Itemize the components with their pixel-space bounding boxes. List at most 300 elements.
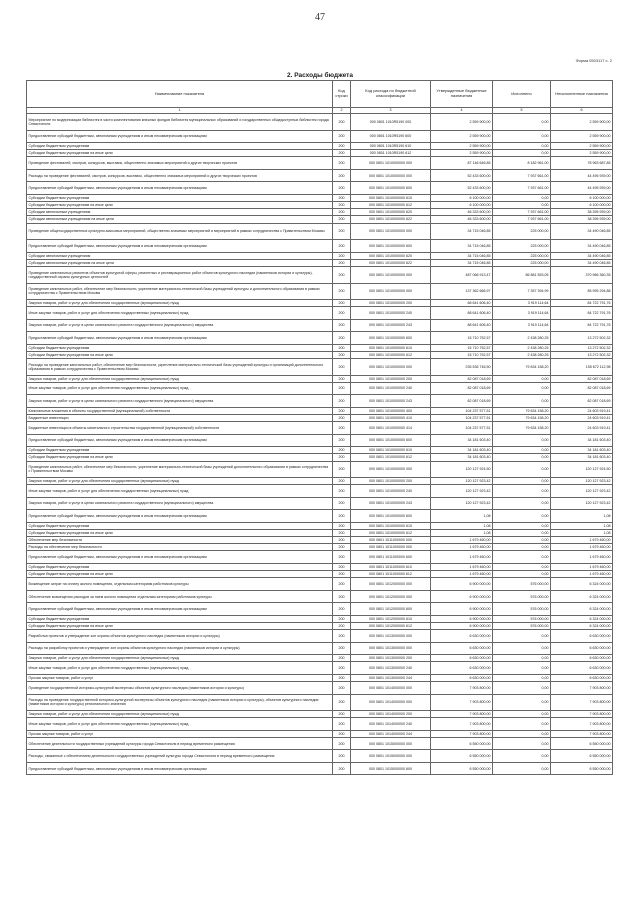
row-kbk: 000 0801 1013000000 000 bbox=[351, 642, 431, 655]
table-row bbox=[27, 114, 613, 131]
row-name: Проведение общегосударственных культурно-массовых мероприятий, общественно значимых мероприятий и мероприятий в рамках сотрудничества с Правительством Москвы bbox=[27, 223, 333, 240]
row-name: Предоставление субсидий бюджетным, автономным учреждениям и иным некоммерческим организациям bbox=[27, 182, 333, 195]
row-name: Иные закупки товаров, работ и услуг для обеспечения государственных (муниципальных) нужд bbox=[27, 382, 333, 395]
row-rest: 1 679 460,00 bbox=[551, 537, 613, 544]
row-rest: 7 903 800,00 bbox=[551, 711, 613, 718]
row-done: 7 937 661,00 bbox=[493, 216, 551, 223]
row-done: 0,00 bbox=[493, 544, 551, 551]
row-approved: 1 679 460,00 bbox=[431, 563, 493, 570]
row-approved: 68 641 606,40 bbox=[431, 300, 493, 307]
row-line-code: 200 bbox=[333, 694, 351, 711]
row-line-code: 200 bbox=[333, 434, 351, 447]
row-approved: 1,08 bbox=[431, 529, 493, 536]
row-done: 0,00 bbox=[493, 522, 551, 529]
row-name: Субсидии бюджетным учреждениям bbox=[27, 447, 333, 454]
table-row bbox=[27, 157, 613, 170]
row-kbk: 000 0801 1010000000 600 bbox=[351, 182, 431, 195]
row-approved: 7 903 800,00 bbox=[431, 730, 493, 737]
table-row bbox=[27, 351, 613, 358]
row-kbk: 000 0801 1010000000 600 bbox=[351, 434, 431, 447]
row-line-code: 200 bbox=[333, 537, 351, 544]
row-done: 0,00 bbox=[493, 454, 551, 461]
table-row bbox=[27, 447, 613, 454]
row-kbk: 000 0801 1010000000 622 bbox=[351, 216, 431, 223]
row-approved: 6 100 000,00 bbox=[431, 202, 493, 209]
row-name: Закупка товаров, работ и услуг для обеспечения государственных (муниципальных) нужд bbox=[27, 655, 333, 662]
section-title: 2. Расходы бюджета bbox=[287, 72, 353, 79]
row-approved: 87 146 646,85 bbox=[431, 157, 493, 170]
row-approved: 120 127 923,42 bbox=[431, 485, 493, 498]
row-done: 0,00 bbox=[493, 447, 551, 454]
row-name: Субсидии бюджетным учреждениям на иные цели bbox=[27, 351, 333, 358]
row-rest: 6 550 000,00 bbox=[551, 750, 613, 763]
row-line-code: 200 bbox=[333, 563, 351, 570]
row-kbk: 000 0801 1010000000 000 bbox=[351, 359, 431, 376]
row-rest: 24 603 919,41 bbox=[551, 407, 613, 414]
table-row bbox=[27, 319, 613, 332]
row-name: Субсидии бюджетным учреждениям bbox=[27, 143, 333, 150]
row-kbk: 000 0801 1014000000 244 bbox=[351, 730, 431, 737]
row-done: 7 937 661,00 bbox=[493, 169, 551, 182]
row-kbk: 000 0801 1010000000 610 bbox=[351, 447, 431, 454]
row-line-code: 200 bbox=[333, 209, 351, 216]
row-line-code: 200 bbox=[333, 447, 351, 454]
row-line-code: 200 bbox=[333, 422, 351, 435]
table-row bbox=[27, 283, 613, 300]
row-kbk: 000 0801 1012000000 000 bbox=[351, 590, 431, 603]
row-name: Субсидии бюджетным учреждениям на иные цели bbox=[27, 529, 333, 536]
table-row bbox=[27, 662, 613, 675]
table-body bbox=[27, 114, 613, 775]
table-row bbox=[27, 143, 613, 150]
table-row bbox=[27, 510, 613, 523]
row-rest: 84 722 791,76 bbox=[551, 307, 613, 320]
row-approved: 7 903 800,00 bbox=[431, 718, 493, 731]
table-row bbox=[27, 544, 613, 551]
row-done: 0,00 bbox=[493, 382, 551, 395]
table-row bbox=[27, 395, 613, 408]
table-row bbox=[27, 642, 613, 655]
table-row bbox=[27, 252, 613, 259]
row-approved: 1,08 bbox=[431, 510, 493, 523]
row-kbk: 000 0801 1010000000 620 bbox=[351, 209, 431, 216]
row-approved: 88 641 606,40 bbox=[431, 319, 493, 332]
row-kbk: 000 0801 1015000000 000 bbox=[351, 750, 431, 763]
row-rest: 1,08 bbox=[551, 510, 613, 523]
header-rest: Неисполненные назначения bbox=[551, 81, 613, 108]
row-rest: 38 395 939,00 bbox=[551, 209, 613, 216]
row-done: 79 634 158,20 bbox=[493, 422, 551, 435]
row-name: Предоставление субсидий бюджетным, автономным учреждениям и иным некоммерческим организациям bbox=[27, 332, 333, 345]
row-approved: 15 710 752,57 bbox=[431, 344, 493, 351]
table-row bbox=[27, 571, 613, 578]
col-num: 6 bbox=[551, 108, 613, 114]
row-approved: 46 333 600,00 bbox=[431, 216, 493, 223]
row-done: 79 634 158,20 bbox=[493, 359, 551, 376]
row-name: Расходы на разработку проектов и утверждение зон охраны объектов культурного наследия (памятников истории и культуры) bbox=[27, 642, 333, 655]
row-name: Расходы, связанные с обеспечением деятельности государственных учреждений культуры города Севастополя в период временного размещения bbox=[27, 750, 333, 763]
row-rest: 6 324 000,00 bbox=[551, 623, 613, 630]
table-row bbox=[27, 578, 613, 591]
row-line-code: 200 bbox=[333, 359, 351, 376]
row-name: Прочая закупка товаров, работ и услуг bbox=[27, 730, 333, 737]
row-rest: 1,08 bbox=[551, 522, 613, 529]
row-approved: 1 679 460,00 bbox=[431, 537, 493, 544]
row-kbk: 000 0801 1010000000 240 bbox=[351, 307, 431, 320]
row-done: 225 000,00 bbox=[493, 240, 551, 253]
form-code: Форма 0503117 с. 2 bbox=[575, 58, 612, 63]
row-line-code: 200 bbox=[333, 674, 351, 681]
table-row bbox=[27, 590, 613, 603]
row-done: 0,00 bbox=[493, 114, 551, 131]
row-approved: 235 536 746,50 bbox=[431, 359, 493, 376]
row-name: Закупка товаров, работ и услуг для обеспечения государственных (муниципальных) нужд bbox=[27, 375, 333, 382]
row-kbk: 000 0801 1015000000 000 bbox=[351, 737, 431, 750]
row-kbk: 000 0801 1014000000 200 bbox=[351, 711, 431, 718]
table-row bbox=[27, 478, 613, 485]
row-rest: 6 550 000,00 bbox=[551, 762, 613, 775]
row-line-code: 200 bbox=[333, 252, 351, 259]
row-line-code: 200 bbox=[333, 551, 351, 564]
table-row bbox=[27, 414, 613, 421]
row-done: 3 919 114,64 bbox=[493, 319, 551, 332]
row-kbk: 000 0801 1010000000 000 bbox=[351, 461, 431, 478]
row-rest: 120 127 924,50 bbox=[551, 461, 613, 478]
row-kbk: 000 0801 1010000000 000 bbox=[351, 283, 431, 300]
row-approved: 82 087 018,69 bbox=[431, 375, 493, 382]
col-num: 3 bbox=[351, 108, 431, 114]
expenses-table bbox=[26, 80, 613, 775]
row-rest: 6 324 000,00 bbox=[551, 615, 613, 622]
row-rest: 6 324 000,00 bbox=[551, 590, 613, 603]
table-row bbox=[27, 615, 613, 622]
row-rest: 34 181 603,40 bbox=[551, 447, 613, 454]
row-approved: 34 715 046,85 bbox=[431, 259, 493, 266]
row-rest: 82 087 018,69 bbox=[551, 382, 613, 395]
row-line-code: 200 bbox=[333, 307, 351, 320]
row-done: 0,00 bbox=[493, 395, 551, 408]
row-rest: 34 490 046,85 bbox=[551, 252, 613, 259]
row-kbk: 000 0801 1010R5190 610 bbox=[351, 143, 431, 150]
row-name: Возмещение затрат на оплату жилого помещения, отдельным категориям работников культуры bbox=[27, 578, 333, 591]
row-done: 3 919 114,64 bbox=[493, 307, 551, 320]
row-done: 3 919 114,64 bbox=[493, 300, 551, 307]
row-done: 0,00 bbox=[493, 202, 551, 209]
row-line-code: 200 bbox=[333, 662, 351, 675]
row-done: 0,00 bbox=[493, 194, 551, 201]
row-line-code: 200 bbox=[333, 382, 351, 395]
row-rest: 2 559 900,00 bbox=[551, 143, 613, 150]
row-name: Проведение капитальных ремонтов объектов культурной сферы, ремонтных и реставрационных работ объектов культурного наследия (памятников истории и культуры), государственной охраны культурных ценностей bbox=[27, 267, 333, 284]
row-approved: 34 181 603,40 bbox=[431, 454, 493, 461]
table-row bbox=[27, 537, 613, 544]
row-kbk: 000 0801 1012000000 612 bbox=[351, 623, 431, 630]
row-done: 225 000,00 bbox=[493, 252, 551, 259]
row-done: 0,00 bbox=[493, 718, 551, 731]
row-kbk: 000 0801 1011000000 612 bbox=[351, 571, 431, 578]
row-kbk: 000 0801 1010000000 612 bbox=[351, 529, 431, 536]
row-kbk: 000 0801 1012000000 610 bbox=[351, 615, 431, 622]
row-kbk: 000 0801 1010000000 600 bbox=[351, 240, 431, 253]
row-line-code: 200 bbox=[333, 259, 351, 266]
row-approved: 52 433 600,00 bbox=[431, 182, 493, 195]
row-done: 0,00 bbox=[493, 682, 551, 695]
row-rest: 24 603 919,41 bbox=[551, 414, 613, 421]
row-kbk: 000 0801 1010000000 000 bbox=[351, 169, 431, 182]
row-rest: 155 672 112,98 bbox=[551, 359, 613, 376]
table-row bbox=[27, 259, 613, 266]
row-rest: 1 679 460,00 bbox=[551, 544, 613, 551]
row-rest: 6 550 000,00 bbox=[551, 737, 613, 750]
row-line-code: 200 bbox=[333, 300, 351, 307]
row-approved: 6 900 000,00 bbox=[431, 578, 493, 591]
row-line-code: 200 bbox=[333, 169, 351, 182]
table-row bbox=[27, 762, 613, 775]
row-line-code: 200 bbox=[333, 130, 351, 143]
row-line-code: 200 bbox=[333, 216, 351, 223]
row-done: 0,00 bbox=[493, 642, 551, 655]
row-name: Закупка товаров, работ и услуг для обеспечения государственных (муниципальных) нужд bbox=[27, 478, 333, 485]
row-kbk: 000 0801 1013000000 240 bbox=[351, 662, 431, 675]
table-row bbox=[27, 332, 613, 345]
row-approved: 2 559 900,00 bbox=[431, 114, 493, 131]
row-rest: 34 181 603,40 bbox=[551, 434, 613, 447]
table-row bbox=[27, 730, 613, 737]
row-line-code: 200 bbox=[333, 762, 351, 775]
row-done: 0,00 bbox=[493, 537, 551, 544]
row-line-code: 200 bbox=[333, 157, 351, 170]
row-rest: 24 603 919,41 bbox=[551, 422, 613, 435]
table-row bbox=[27, 551, 613, 564]
row-kbk: 000 0801 1014000000 000 bbox=[351, 694, 431, 711]
row-rest: 78 963 687,85 bbox=[551, 157, 613, 170]
table-row bbox=[27, 623, 613, 630]
row-done: 86 881 553,05 bbox=[493, 267, 551, 284]
row-done: 79 634 158,20 bbox=[493, 414, 551, 421]
table-row bbox=[27, 344, 613, 351]
row-line-code: 200 bbox=[333, 544, 351, 551]
row-name: Предоставление субсидий бюджетным, автономным учреждениям и иным некоммерческим организациям bbox=[27, 434, 333, 447]
row-done: 7 937 661,00 bbox=[493, 209, 551, 216]
row-line-code: 200 bbox=[333, 578, 351, 591]
row-line-code: 200 bbox=[333, 571, 351, 578]
row-rest: 34 181 603,40 bbox=[551, 454, 613, 461]
row-approved: 2 559 900,00 bbox=[431, 130, 493, 143]
row-kbk: 000 0801 1010000000 622 bbox=[351, 259, 431, 266]
page-number: 47 bbox=[315, 12, 325, 23]
row-done: 0,00 bbox=[493, 497, 551, 510]
row-line-code: 200 bbox=[333, 750, 351, 763]
row-done: 225 000,00 bbox=[493, 259, 551, 266]
row-line-code: 200 bbox=[333, 194, 351, 201]
row-rest: 6 630 000,00 bbox=[551, 655, 613, 662]
row-rest: 1,08 bbox=[551, 529, 613, 536]
row-kbk: 000 0801 1010000000 243 bbox=[351, 319, 431, 332]
row-kbk: 000 0801 1010000000 240 bbox=[351, 485, 431, 498]
row-name: Субсидии автономным учреждениям bbox=[27, 209, 333, 216]
row-kbk: 000 0801 1010000000 610 bbox=[351, 522, 431, 529]
row-line-code: 200 bbox=[333, 718, 351, 731]
row-name: Расходы на обеспечение мер безопасности bbox=[27, 544, 333, 551]
row-approved: 2 559 900,00 bbox=[431, 143, 493, 150]
table-row bbox=[27, 750, 613, 763]
row-approved: 6 900 000,00 bbox=[431, 603, 493, 616]
row-rest: 2 559 900,00 bbox=[551, 130, 613, 143]
row-name: Субсидии бюджетным учреждениям на иные цели bbox=[27, 202, 333, 209]
row-approved: 1,08 bbox=[431, 522, 493, 529]
row-line-code: 200 bbox=[333, 461, 351, 478]
row-done: 0,00 bbox=[493, 461, 551, 478]
row-rest: 13 272 502,32 bbox=[551, 344, 613, 351]
row-rest: 6 100 000,00 bbox=[551, 194, 613, 201]
row-kbk: 000 0801 1010000000 243 bbox=[351, 497, 431, 510]
row-name: Предоставление субсидий бюджетным, автономным учреждениям и иным некоммерческим организациям bbox=[27, 130, 333, 143]
table-row bbox=[27, 529, 613, 536]
row-kbk: 000 0801 1011000000 000 bbox=[351, 544, 431, 551]
table-row bbox=[27, 434, 613, 447]
table-row bbox=[27, 359, 613, 376]
row-rest: 6 324 000,00 bbox=[551, 603, 613, 616]
row-kbk: 000 0801 1014000000 240 bbox=[351, 718, 431, 731]
row-approved: 7 903 800,00 bbox=[431, 682, 493, 695]
row-approved: 6 630 000,00 bbox=[431, 642, 493, 655]
row-kbk: 000 0801 1010000000 612 bbox=[351, 454, 431, 461]
row-kbk: 000 0801 1010000000 612 bbox=[351, 202, 431, 209]
row-name: Обеспечение мер безопасности bbox=[27, 537, 333, 544]
row-line-code: 200 bbox=[333, 351, 351, 358]
row-done: 576 000,00 bbox=[493, 578, 551, 591]
row-rest: 6 630 000,00 bbox=[551, 642, 613, 655]
row-approved: 6 550 000,00 bbox=[431, 750, 493, 763]
table-row bbox=[27, 407, 613, 414]
table-row bbox=[27, 630, 613, 643]
row-name: Расходы на проведение фестивалей, смотров, конкурсов, выставок, общественно значимых мероприятий и других творческих проектов bbox=[27, 169, 333, 182]
row-name: Субсидии бюджетным учреждениям на иные цели bbox=[27, 571, 333, 578]
row-rest: 6 630 000,00 bbox=[551, 662, 613, 675]
row-approved: 7 903 800,00 bbox=[431, 694, 493, 711]
row-approved: 104 237 577,51 bbox=[431, 407, 493, 414]
row-line-code: 200 bbox=[333, 375, 351, 382]
row-rest: 6 100 000,00 bbox=[551, 202, 613, 209]
row-done: 0,00 bbox=[493, 737, 551, 750]
row-kbk: 000 0801 1010000000 200 bbox=[351, 300, 431, 307]
row-name: Расходы на проведение капитальных работ, обеспечение мер безопасности, укрепление материально-технической базы учреждений культуры и организаций дополнительного образования в рамках сотрудничества с Правительством Москвы bbox=[27, 359, 333, 376]
row-rest: 34 490 046,85 bbox=[551, 240, 613, 253]
row-name: Закупка товаров, работ и услуг в целях капитального ремонта государственного (муниципального) имущества bbox=[27, 395, 333, 408]
row-kbk: 000 0801 1010000000 610 bbox=[351, 344, 431, 351]
row-approved: 6 630 000,00 bbox=[431, 674, 493, 681]
row-rest: 6 630 000,00 bbox=[551, 674, 613, 681]
col-num: 5 bbox=[493, 108, 551, 114]
row-rest: 1 679 460,00 bbox=[551, 551, 613, 564]
header-name: Наименование показателя bbox=[27, 81, 333, 108]
table-row bbox=[27, 307, 613, 320]
row-name: Мероприятие по модернизации библиотек в части комплектования книжных фондов библиотек муниципальных образований и государственных общедоступных библиотек города Севастополя bbox=[27, 114, 333, 131]
row-line-code: 200 bbox=[333, 630, 351, 643]
table-row bbox=[27, 267, 613, 284]
row-line-code: 200 bbox=[333, 414, 351, 421]
row-approved: 1 679 460,00 bbox=[431, 544, 493, 551]
row-done: 0,00 bbox=[493, 434, 551, 447]
row-line-code: 200 bbox=[333, 711, 351, 718]
row-line-code: 200 bbox=[333, 682, 351, 695]
row-kbk: 000 0801 1010R5190 612 bbox=[351, 150, 431, 157]
row-line-code: 200 bbox=[333, 395, 351, 408]
row-kbk: 000 0801 1013000000 244 bbox=[351, 674, 431, 681]
row-kbk: 000 0801 1011000000 600 bbox=[351, 551, 431, 564]
table-row bbox=[27, 422, 613, 435]
row-kbk: 000 0801 1010000000 600 bbox=[351, 510, 431, 523]
row-approved: 6 550 000,00 bbox=[431, 762, 493, 775]
row-rest: 34 490 046,85 bbox=[551, 259, 613, 266]
row-rest: 84 722 791,76 bbox=[551, 300, 613, 307]
row-line-code: 200 bbox=[333, 344, 351, 351]
row-rest: 13 272 502,32 bbox=[551, 351, 613, 358]
row-done: 225 000,00 bbox=[493, 223, 551, 240]
header-row bbox=[27, 81, 613, 108]
row-done: 0,00 bbox=[493, 711, 551, 718]
row-kbk: 000 0801 1014000000 000 bbox=[351, 682, 431, 695]
row-done: 0,00 bbox=[493, 750, 551, 763]
row-name: Предоставление субсидий бюджетным, автономным учреждениям и иным некоммерческим организациям bbox=[27, 603, 333, 616]
table-row bbox=[27, 216, 613, 223]
row-approved: 6 900 000,00 bbox=[431, 590, 493, 603]
row-done: 0,00 bbox=[493, 130, 551, 143]
row-line-code: 200 bbox=[333, 407, 351, 414]
row-done: 576 000,00 bbox=[493, 615, 551, 622]
row-approved: 7 903 800,00 bbox=[431, 711, 493, 718]
table-row bbox=[27, 522, 613, 529]
row-name: Субсидии бюджетным учреждениям bbox=[27, 563, 333, 570]
table-row bbox=[27, 603, 613, 616]
table-row bbox=[27, 485, 613, 498]
row-rest: 120 127 923,42 bbox=[551, 497, 613, 510]
header-kbk: Код расхода по бюджетной классификации bbox=[351, 81, 431, 108]
row-name: Проведение капитальных работ, обеспечение мер безопасности, укрепление материально-технической базы учреждений культуры и дополнительного образования в рамках сотрудничества с Правительством Москвы bbox=[27, 283, 333, 300]
row-rest: 44 495 939,00 bbox=[551, 182, 613, 195]
row-rest: 34 490 046,85 bbox=[551, 223, 613, 240]
row-line-code: 200 bbox=[333, 497, 351, 510]
table-row bbox=[27, 454, 613, 461]
row-name: Субсидии бюджетным учреждениям bbox=[27, 194, 333, 201]
row-done: 0,00 bbox=[493, 563, 551, 570]
row-done: 0,00 bbox=[493, 762, 551, 775]
row-name: Иные закупки товаров, работ и услуг для обеспечения государственных (муниципальных) нужд bbox=[27, 718, 333, 731]
row-done: 576 000,00 bbox=[493, 623, 551, 630]
row-approved: 2 559 900,00 bbox=[431, 150, 493, 157]
row-line-code: 200 bbox=[333, 655, 351, 662]
row-name: Иные закупки товаров, работ и услуг для обеспечения государственных (муниципальных) нужд bbox=[27, 662, 333, 675]
row-rest: 85 995 294,88 bbox=[551, 283, 613, 300]
row-approved: 487 066 913,47 bbox=[431, 267, 493, 284]
row-name: Проведение государственной историко-культурной экспертизы объектов культурного наследия (памятников истории и культуры) bbox=[27, 682, 333, 695]
row-rest: 44 495 939,00 bbox=[551, 169, 613, 182]
row-name: Разработка проектов и утверждение зон охраны объектов культурного наследия (памятников истории и культуры) bbox=[27, 630, 333, 643]
row-rest: 6 324 000,00 bbox=[551, 578, 613, 591]
row-line-code: 200 bbox=[333, 737, 351, 750]
row-approved: 15 710 752,57 bbox=[431, 332, 493, 345]
row-done: 0,00 bbox=[493, 143, 551, 150]
row-approved: 34 715 046,85 bbox=[431, 252, 493, 259]
table-row bbox=[27, 223, 613, 240]
table-row bbox=[27, 655, 613, 662]
row-done: 0,00 bbox=[493, 662, 551, 675]
row-approved: 120 127 924,50 bbox=[431, 461, 493, 478]
row-name: Иные закупки товаров, работ и услуг для обеспечения государственных (муниципальных) нужд bbox=[27, 307, 333, 320]
row-done: 0,00 bbox=[493, 674, 551, 681]
table-row bbox=[27, 674, 613, 681]
row-name: Расходы на проведение государственной историко-культурной экспертизы объектов культурного наследия (памятников истории и культуры), объектов культурного наследия (памятников истории и культуры) регионального значения bbox=[27, 694, 333, 711]
